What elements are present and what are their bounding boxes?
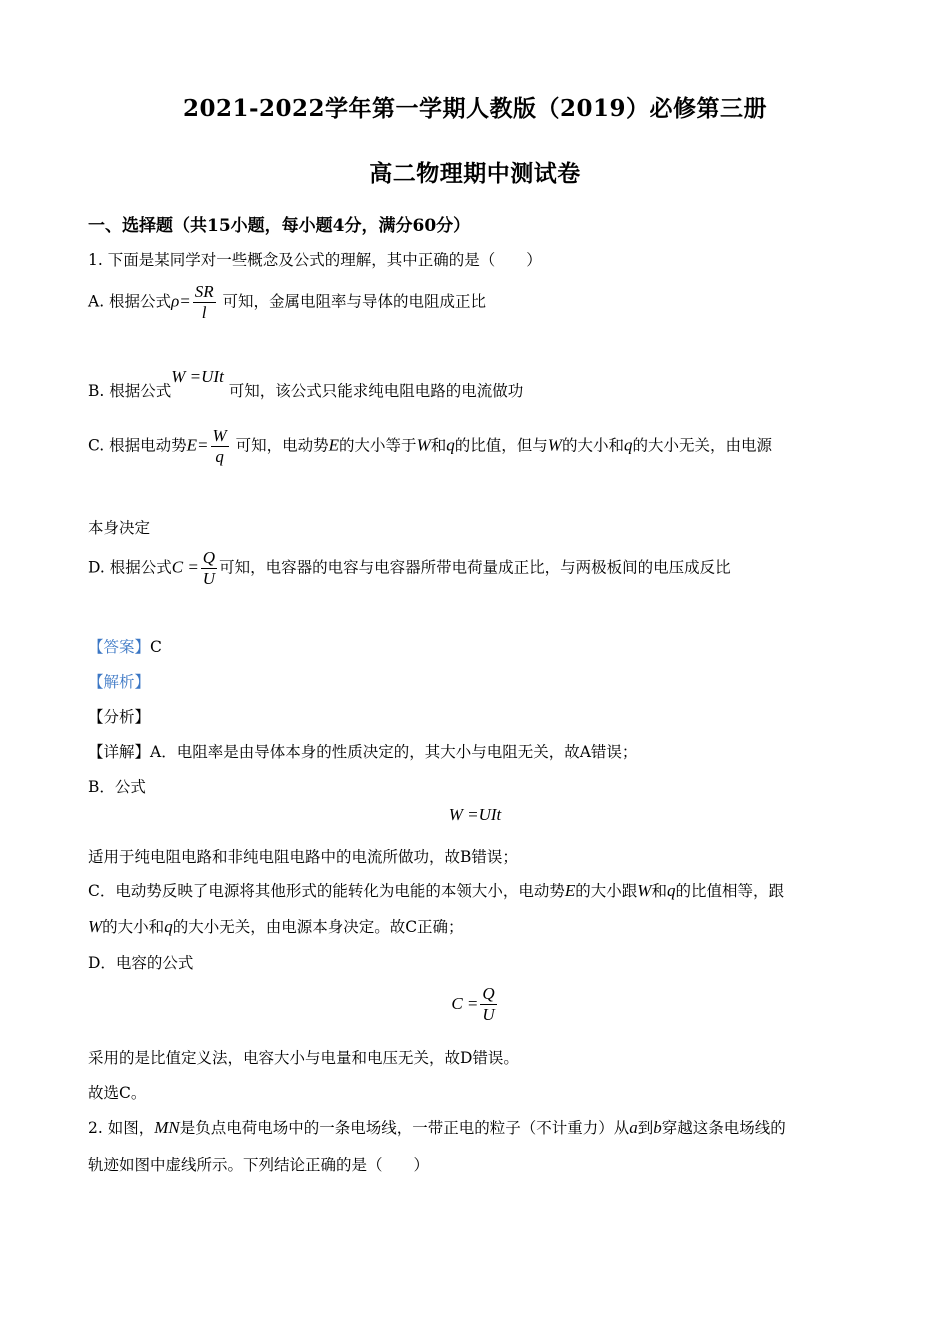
fraction-denominator: l [193,302,216,323]
variable: E [564,881,576,900]
fraction-denominator: U [202,569,216,588]
question-2-text: 到 [637,1119,654,1137]
detail-d-label: D．电容的公式 [88,954,194,972]
option-c-text: 的比值，但与 [454,436,548,455]
option-c-text: 的大小和 [561,436,624,455]
option-c-text: 和 [430,436,447,455]
option-d-lhs: C = [171,557,199,577]
option-b-prefix: B. 根据公式 [88,382,172,400]
option-c-text: 的大小等于 [339,436,417,455]
option-d-text: 可知，电容器的电容与电容器所带电荷量成正比，与两极板间的电压成反比 [219,558,731,577]
detail-c-line2 [88,915,464,937]
detail-c-text: 的比值相等，跟 [675,882,784,900]
variable: MN [154,1118,180,1137]
variable: W [547,435,562,455]
option-a-fraction [193,282,216,323]
option-a-lhs: ρ= [171,291,191,311]
option-c-text: 的大小无关，由电源 [632,436,772,455]
answer-tag: 【答案】 [88,638,151,656]
option-d-fraction [201,548,217,589]
fraction-denominator: U [482,1005,495,1024]
variable: a [629,1118,638,1137]
question-1-option-d [88,548,731,589]
option-a-prefix: A. 根据公式 [88,292,172,311]
question-2-stem [88,1116,786,1138]
detail-d-fraction [480,984,496,1025]
question-2-text: 2. 如图， [88,1119,155,1137]
detail-c-text: 的大小跟 [575,882,638,900]
question-1-option-b [88,365,524,400]
variable: W [88,917,103,936]
detail-c-text: C．电动势反映了电源将其他形式的能转化为电能的本领大小，电动势 [88,882,565,900]
detail-b-label: B．公式 [88,778,146,796]
answer-value: C [150,638,162,656]
option-c-text: 可知，电动势 [235,436,329,455]
detail-tag: 【详解】 [88,743,151,761]
variable: q [164,917,173,936]
option-a-text: 可知，金属电阻率与导体的电阻成正比 [222,292,487,311]
variable: q [666,881,676,900]
detail-d-formula [0,984,950,1025]
detail-c-text: 的大小无关，由电源本身决定。故C正确； [172,918,464,936]
fraction-denominator: q [211,446,229,467]
document-subtitle: 高二物理期中测试卷 [369,160,581,187]
conclusion: 故选C。 [88,1084,147,1102]
analysis-tag: 【解析】 [88,673,151,691]
fraction-numerator: Q [202,548,216,567]
variable: b [653,1118,662,1137]
fenxi-tag: 【分析】 [88,708,151,726]
detail-b-formula: W =UIt [448,805,502,824]
answer-line [88,635,162,657]
section-heading: 一、选择题（共15小题，每小题4分，满分60分） [88,216,471,236]
variable: W [637,881,652,900]
question-2-text: 穿越这条电场线的 [661,1119,786,1137]
detail-c-text: 和 [651,882,667,900]
option-c-fraction [211,426,229,467]
variable: q [446,435,455,455]
option-d-prefix: D. 根据公式 [88,558,172,577]
option-b-formula: W =UIt [171,367,224,386]
question-1-option-c [88,426,772,467]
fraction-numerator: Q [482,984,495,1003]
question-1-option-a [88,282,486,323]
fraction-numerator: SR [194,282,214,301]
detail-a-text: A．电阻率是由导体本身的性质决定的，其大小与电阻无关，故A错误； [150,743,638,761]
detail-d-text: 采用的是比值定义法，电容大小与电量和电压无关，故D错误。 [88,1049,519,1067]
option-b-text: 可知，该公式只能求纯电阻电路的电流做功 [228,382,524,400]
formula-lhs: C = [451,994,479,1013]
option-c-lhs: E= [186,435,209,455]
detail-b-text: 适用于纯电阻电路和非纯电阻电路中的电流所做功，故B错误； [88,848,518,866]
question-1-option-c-continued: 本身决定 [88,519,151,537]
fraction-numerator: W [212,426,227,445]
variable: W [416,435,431,455]
question-1-stem: 1. 下面是某同学对一些概念及公式的理解，其中正确的是（ ） [88,251,542,269]
detail-c-text: 的大小和 [102,918,165,936]
question-2-stem-continued: 轨迹如图中虚线所示。下列结论正确的是（ ） [88,1156,430,1174]
document-title: 2021-2022学年第一学期人教版（2019）必修第三册 [182,95,768,122]
variable: E [328,435,340,455]
option-c-prefix: C. 根据电动势 [88,436,187,455]
detail-c-line1 [88,879,784,901]
question-2-text: 是负点电荷电场中的一条电场线，一带正电的粒子（不计重力）从 [179,1119,630,1137]
detail-a [88,740,637,762]
variable: q [623,435,633,455]
